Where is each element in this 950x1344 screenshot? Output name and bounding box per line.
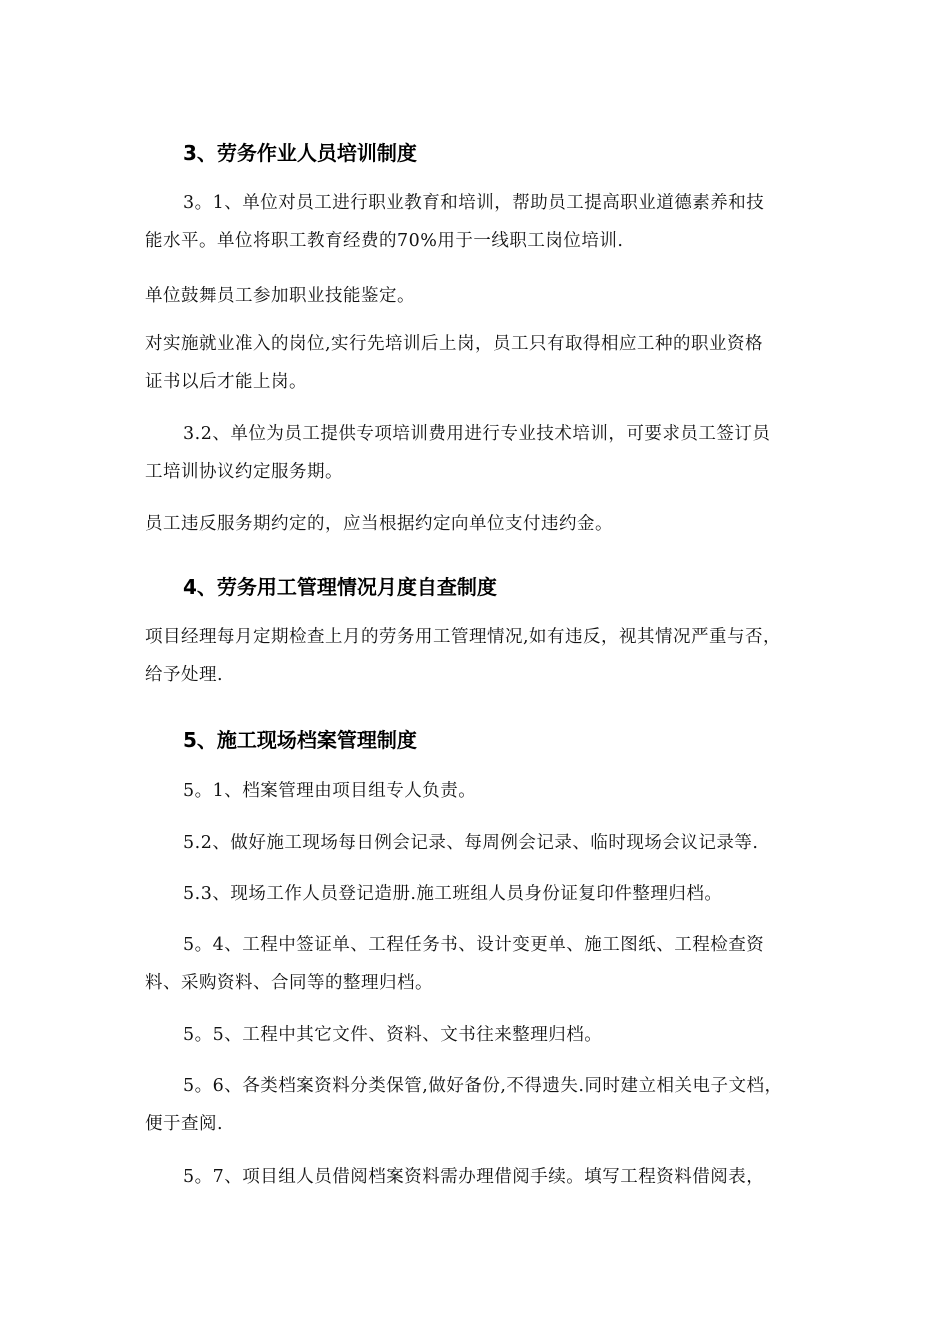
paragraph-line: 项目经理每月定期检查上月的劳务用工管理情况,如有违反，视其情况严重与否， bbox=[145, 627, 782, 647]
paragraph-line: 对实施就业准入的岗位,实行先培训后上岗，员工只有取得相应工种的职业资格 bbox=[145, 334, 764, 354]
section-heading-archive: 5、施工现场档案管理制度 bbox=[183, 728, 417, 752]
paragraph-line: 5。5、工程中其它文件、资料、文书往来整理归档。 bbox=[183, 1025, 603, 1045]
paragraph-line: 给予处理. bbox=[145, 665, 224, 685]
paragraph-line: 便于查阅. bbox=[145, 1114, 224, 1134]
paragraph-line: 5。1、档案管理由项目组专人负责。 bbox=[183, 781, 477, 801]
paragraph-line: 5。6、各类档案资料分类保管,做好备份,不得遗失.同时建立相关电子文档， bbox=[183, 1076, 783, 1096]
paragraph-line: 5。7、项目组人员借阅档案资料需办理借阅手续。填写工程资料借阅表， bbox=[183, 1167, 765, 1187]
paragraph-line: 能水平。单位将职工教育经费的70%用于一线职工岗位培训. bbox=[145, 231, 624, 251]
paragraph-line: 单位鼓舞员工参加职业技能鉴定。 bbox=[145, 286, 415, 306]
paragraph-line: 5.2、做好施工现场每日例会记录、每周例会记录、临时现场会议记录等. bbox=[183, 833, 759, 853]
paragraph-line: 料、采购资料、合同等的整理归档。 bbox=[145, 973, 433, 993]
paragraph-line: 员工违反服务期约定的，应当根据约定向单位支付违约金。 bbox=[145, 514, 613, 534]
paragraph-line: 证书以后才能上岗。 bbox=[145, 372, 307, 392]
section-heading-monthly-check: 4、劳务用工管理情况月度自查制度 bbox=[183, 575, 497, 599]
paragraph-line: 5.3、现场工作人员登记造册.施工班组人员身份证复印件整理归档。 bbox=[183, 884, 723, 904]
paragraph-line: 3.2、单位为员工提供专项培训费用进行专业技术培训，可要求员工签订员 bbox=[183, 424, 771, 444]
paragraph-line: 工培训协议约定服务期。 bbox=[145, 462, 343, 482]
section-heading-training: 3、劳务作业人员培训制度 bbox=[183, 141, 417, 165]
paragraph-line: 3。1、单位对员工进行职业教育和培训，帮助员工提高职业道德素养和技 bbox=[183, 193, 765, 213]
paragraph-line: 5。4、工程中签证单、工程任务书、设计变更单、施工图纸、工程检查资 bbox=[183, 935, 765, 955]
